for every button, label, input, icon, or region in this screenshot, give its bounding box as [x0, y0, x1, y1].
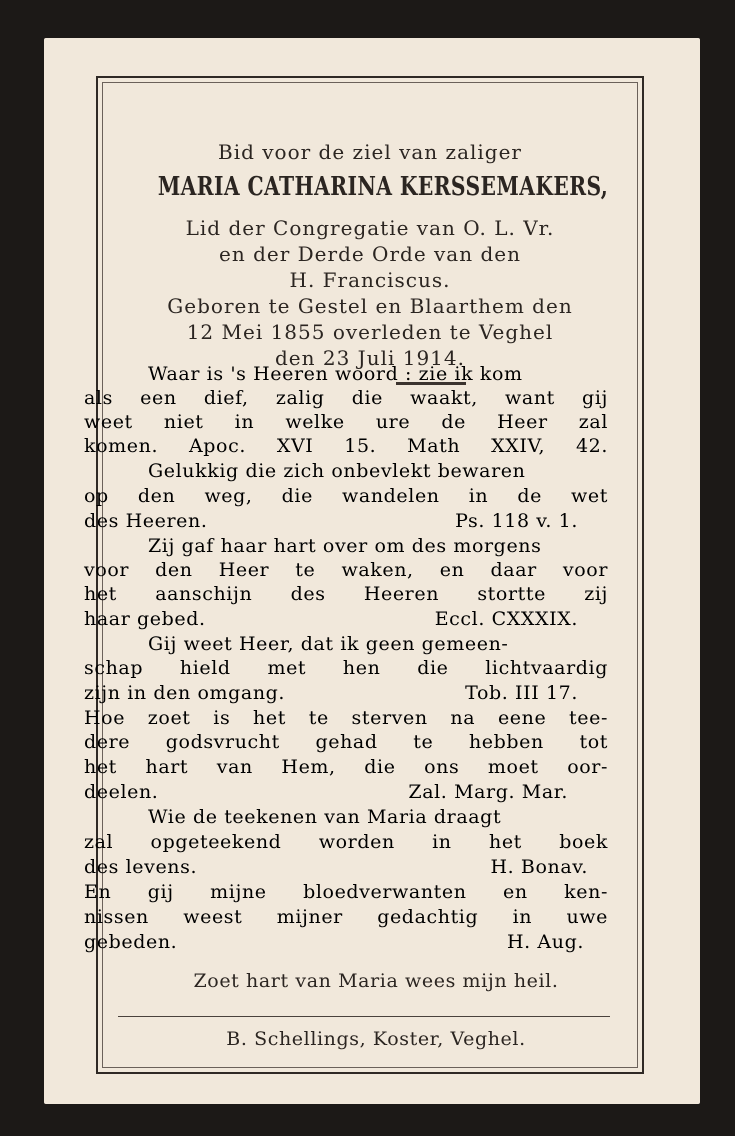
p2-line-3	[84, 509, 608, 534]
header-line-2: en der Derde Orde van den	[219, 242, 521, 266]
p6-line-1: Wie de teekenen van Maria draagt	[148, 806, 502, 828]
p3-line-2: voor den Heer te waken, en daar voor	[84, 559, 608, 581]
p7-line-1: En gij mijne bloedverwanten en ken-	[84, 881, 608, 903]
p3-reference: Eccl. CXXXIX.	[434, 608, 578, 630]
p2-reference: Ps. 118 v. 1.	[455, 510, 578, 532]
p5-last: deelen.	[84, 781, 159, 803]
p2-last: des Heeren.	[84, 510, 208, 532]
p4-last: zijn in den omgang.	[84, 682, 286, 704]
p4-line-3	[84, 681, 608, 706]
p5-line-4	[84, 780, 608, 805]
p5-line-2: dere godsvrucht gehad te hebben tot	[84, 731, 608, 753]
p4-reference: Tob. III 17.	[465, 682, 578, 704]
p5-line-1: Hoe zoet is het te sterven na eene tee-	[84, 707, 608, 729]
p7-last: gebeden.	[84, 931, 178, 953]
intro-line: Bid voor de ziel van zaliger	[218, 140, 522, 164]
p2-line-2: op den weg, die wandelen in de wet	[84, 485, 608, 507]
p7-reference: H. Aug.	[506, 931, 584, 953]
p6-line-3	[84, 855, 608, 880]
header-line-5: 12 Mei 1855 overleden te Veghel	[186, 320, 554, 344]
p1-line-1: Waar is 's Heeren woord : zie ik kom	[148, 363, 523, 385]
p3-last: haar gebed.	[84, 608, 206, 630]
header-line-1: Lid der Congregatie van O. L. Vr.	[185, 216, 555, 240]
footer-divider	[118, 1016, 610, 1017]
p3-line-3: het aanschijn des Heeren stortte zij	[84, 583, 608, 605]
p1-line-4: komen. Apoc. XVI 15. Math XXIV, 42.	[84, 435, 608, 457]
p5-line-3: het hart van Hem, die ons moet oor-	[84, 756, 608, 778]
p6-reference: H. Bonav.	[490, 856, 588, 878]
header-line-4: Geboren te Gestel en Blaarthem den	[167, 294, 573, 318]
closing-prayer: Zoet hart van Maria wees mijn heil.	[193, 970, 559, 992]
p6-line-2: zal opgeteekend worden in het boek	[84, 831, 608, 853]
header-line-3: H. Franciscus.	[289, 268, 451, 292]
p3-line-4	[84, 607, 608, 632]
p1-line-2: als een dief, zalig die waakt, want gij	[84, 387, 608, 409]
deceased-name: MARIA CATHARINA KERSSEMAKERS,	[157, 172, 609, 202]
p3-line-1: Zij gaf haar hart over om des morgens	[148, 535, 542, 557]
p7-line-2: nissen weest mijner gedachtig in uwe	[84, 906, 608, 928]
p2-line-1: Gelukkig die zich onbevlekt bewaren	[148, 460, 526, 482]
header-line-6: den 23 Juli 1914.	[275, 346, 465, 370]
p6-last: des levens.	[84, 856, 198, 878]
p4-line-1: Gij weet Heer, dat ik geen gemeen-	[148, 633, 509, 655]
p5-reference: Zal. Marg. Mar.	[408, 781, 568, 803]
p1-line-3: weet niet in welke ure de Heer zal	[84, 411, 608, 433]
p7-line-3	[84, 930, 608, 955]
p4-line-2: schap hield met hen die lichtvaardig	[84, 657, 608, 679]
printer-line: B. Schellings, Koster, Veghel.	[226, 1028, 526, 1050]
